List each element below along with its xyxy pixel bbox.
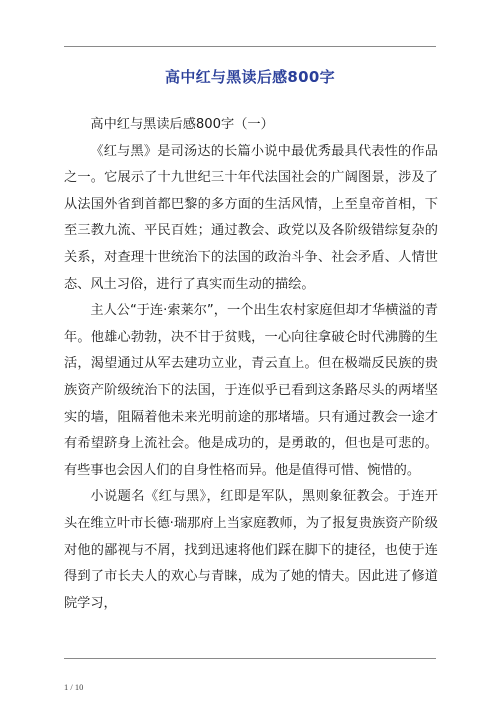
page-number: 1 / 10 — [64, 682, 84, 692]
header-rule — [64, 46, 436, 47]
document-title: 高中红与黑读后感800字 — [165, 68, 335, 86]
paragraph-3: 小说题名《红与黑》，红即是军队，黑则象征教会。于连开头在维立叶市长德·瑞那府上当家庭教师，为了报复贵族资产阶级对他的鄙视与不屑，找到迅速将他们踩在脚下的捷径，也使于连得到了市长夫人的欢心与青睐，成为了她的情夫。因此进了修道院学习， — [64, 489, 438, 611]
paragraph-1: 《红与黑》是司汤达的长篇小说中最优秀最具代表性的作品之一。它展示了十九世纪三十年代法国社会的广阔图景，涉及了从法国外省到首都巴黎的多方面的生活风情，上至皇帝首相，下至三教九流、平民百姓；通过教会、政党以及各阶级错综复杂的关系，对查理十世统治下的法国的政治斗争、社会矛盾、人情世态、风土习俗，进行了真实而生动的描绘。 — [64, 143, 438, 292]
section-heading: 高中红与黑读后感800字（一） — [90, 117, 274, 132]
document-body — [64, 112, 438, 617]
paragraph-2: 主人公“于连·索莱尔”，一个出生农村家庭但却才华横溢的青年。他雄心勃勃，决不甘于贫贱，一心向往拿破仑时代沸腾的生活，渴望通过从军去建功立业，青云直上。但在极端反民族的贵族资产阶级统治下的法国，于连似乎已看到这条路尽头的两堵坚实的墙，阻隔着他未来光明前途的那堵墙。只有通过教会一途才有希望跻身上流社会。他是成功的，是勇敢的，但也是可悲的。有些事也会因人们的自身性格而异。他是值得可惜、惋惜的。 — [64, 303, 438, 478]
footer-rule — [64, 658, 436, 659]
